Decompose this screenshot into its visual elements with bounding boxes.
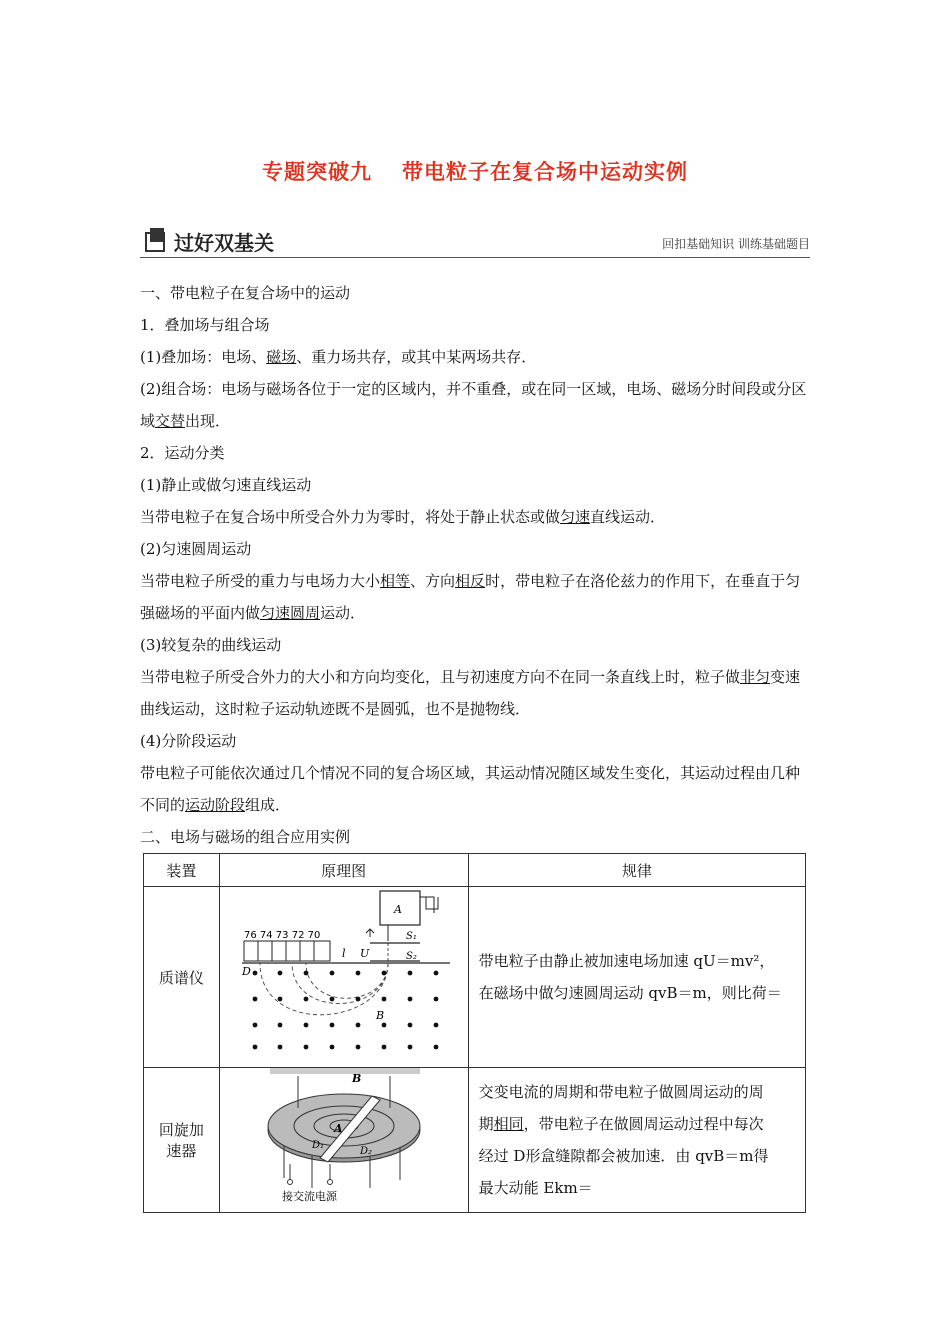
text: 、重力场共存，或其中某两场共存． bbox=[296, 348, 537, 366]
mass-spectrometer-figure bbox=[220, 887, 468, 1067]
cyclotron-diagram bbox=[219, 1068, 468, 1213]
label-D: D bbox=[241, 965, 251, 978]
s1-title: 1．叠加场与组合场 bbox=[140, 316, 270, 334]
banner-square-fill-icon bbox=[150, 228, 164, 242]
page-title bbox=[0, 156, 950, 186]
text: 、方向 bbox=[410, 572, 456, 590]
examples-table bbox=[143, 853, 806, 1213]
rule-line: 带电粒子由静止被加速电场加速 qU＝mv²， bbox=[478, 952, 775, 970]
cyclotron-figure bbox=[220, 1068, 468, 1212]
rule-line: 交变电流的周期和带电粒子做圆周运动的周 bbox=[478, 1083, 764, 1101]
d-box-top bbox=[268, 1094, 420, 1158]
section2-heading: 二、电场与磁场的组合应用实例 bbox=[140, 828, 351, 846]
rule-line: 在磁场中做匀速圆周运动 qvB＝m，则比荷＝ bbox=[478, 984, 782, 1002]
terminal-icon bbox=[327, 1180, 332, 1185]
answer-blank: 交替 bbox=[155, 412, 186, 430]
text: (2)组合场：电场与磁场各位于一定的区域内，并不重叠，或在同一区域，电场、磁场分时间段或分区域 bbox=[140, 380, 807, 430]
text: (1)叠加场：电场、 bbox=[140, 348, 267, 366]
banner-divider bbox=[140, 257, 810, 258]
label-U: U bbox=[359, 947, 369, 960]
rule-line: 经过 D形盒缝隙都会被加速．由 qvB＝m得 bbox=[478, 1147, 769, 1165]
detector-strip bbox=[244, 941, 330, 961]
section1-heading: 一、带电粒子在复合场中的运动 bbox=[140, 284, 351, 302]
m4-title: (4)分阶段运动 bbox=[140, 732, 237, 750]
text: 出现． bbox=[185, 412, 231, 430]
m3-title: (3)较复杂的曲线运动 bbox=[140, 636, 282, 654]
m2-title: (2)匀速圆周运动 bbox=[140, 540, 252, 558]
m1-title: (1)静止或做匀速直线运动 bbox=[140, 476, 312, 494]
header-rule: 规律 bbox=[468, 854, 805, 887]
label-B: B bbox=[375, 1009, 384, 1022]
title-left: 专题突破九 bbox=[262, 160, 372, 184]
lead-wires bbox=[290, 1164, 330, 1180]
device-line: 速器 bbox=[166, 1142, 197, 1160]
header-device: 装置 bbox=[144, 854, 220, 887]
banner-heading: 过好双基关 bbox=[174, 231, 274, 255]
section-banner bbox=[140, 226, 810, 256]
arrow-icon bbox=[366, 929, 374, 937]
label-D1: D₁ bbox=[311, 1140, 324, 1151]
answer-blank: 非匀 bbox=[740, 668, 771, 686]
magnet-top bbox=[270, 1068, 420, 1074]
device-line: 回旋加 bbox=[158, 1121, 204, 1139]
answer-blank: 相等 bbox=[380, 572, 411, 590]
rule-line: 最大动能 Ekm＝ bbox=[478, 1179, 593, 1197]
label-S1: S₁ bbox=[405, 931, 417, 942]
header-diagram: 原理图 bbox=[219, 854, 468, 887]
banner-subtitle: 回扣基础知识 训练基础题目 bbox=[662, 237, 810, 251]
trajectory bbox=[306, 963, 388, 998]
text: 组成． bbox=[245, 796, 291, 814]
rule-cyclotron bbox=[468, 1068, 805, 1213]
mass-spectrometer-diagram bbox=[219, 887, 468, 1068]
m2-paragraph bbox=[140, 565, 810, 629]
gas-inlet bbox=[420, 897, 438, 913]
text: 带电粒子可能依次通过几个情况不同的复合场区域，其运动情况随区域发生变化，其运动过程由几种不同的 bbox=[140, 764, 801, 814]
text: 直线运动． bbox=[590, 508, 666, 526]
answer-blank: 相反 bbox=[455, 572, 486, 590]
text: 当带电粒子在复合场中所受合外力为零时，将处于静止状态或做 bbox=[140, 508, 561, 526]
label-S2: S₂ bbox=[405, 951, 417, 962]
mass-ticks: 76 74 73 72 70 bbox=[243, 930, 320, 941]
answer-blank: 磁场 bbox=[266, 348, 297, 366]
answer-blank: 运动阶段 bbox=[185, 796, 246, 814]
s2-title: 2．运动分类 bbox=[140, 444, 225, 462]
title-right: 带电粒子在复合场中运动实例 bbox=[402, 160, 688, 184]
table-row bbox=[144, 887, 806, 1068]
text: 当带电粒子所受的重力与电场力大小 bbox=[140, 572, 381, 590]
m1-paragraph bbox=[140, 501, 810, 533]
text: 时，带电粒子在洛伦兹力的作用下，在垂直于匀强磁场的平面内做 bbox=[140, 572, 801, 622]
figure-caption: 接交流电源 bbox=[281, 1190, 337, 1203]
answer-blank: 匀速 bbox=[560, 508, 591, 526]
device-mass-spectrometer: 质谱仪 bbox=[144, 887, 220, 1068]
rule-mass-spectrometer bbox=[468, 887, 805, 1068]
s1-paragraph-2 bbox=[140, 373, 810, 437]
answer-blank: 相同 bbox=[493, 1115, 524, 1133]
text: ，带电粒子在做圆周运动过程中每次 bbox=[523, 1115, 764, 1133]
label-A: A bbox=[333, 1122, 343, 1135]
label-A: A bbox=[393, 903, 402, 916]
terminal-icon bbox=[287, 1180, 292, 1185]
text: 期 bbox=[478, 1115, 494, 1133]
answer-blank: 匀速圆周 bbox=[260, 604, 321, 622]
label-B: B bbox=[351, 1072, 361, 1085]
text: 当带电粒子所受合外力的大小和方向均变化，且与初速度方向不在同一条直线上时，粒子做 bbox=[140, 668, 741, 686]
device-cyclotron bbox=[144, 1068, 220, 1213]
text: 运动． bbox=[320, 604, 366, 622]
label-l: l bbox=[341, 947, 346, 960]
table-header-row bbox=[144, 854, 806, 887]
magnetic-field-dots bbox=[252, 971, 438, 1050]
label-D2: D₂ bbox=[359, 1146, 372, 1157]
text: 变速曲线运动，这时粒子运动轨迹既不是圆弧，也不是抛物线． bbox=[140, 668, 801, 718]
table-row bbox=[144, 1068, 806, 1213]
m4-paragraph bbox=[140, 757, 810, 821]
rule-line bbox=[479, 1108, 795, 1140]
m3-paragraph bbox=[140, 661, 810, 725]
s1-paragraph-1 bbox=[140, 341, 810, 373]
main-content bbox=[140, 277, 810, 853]
